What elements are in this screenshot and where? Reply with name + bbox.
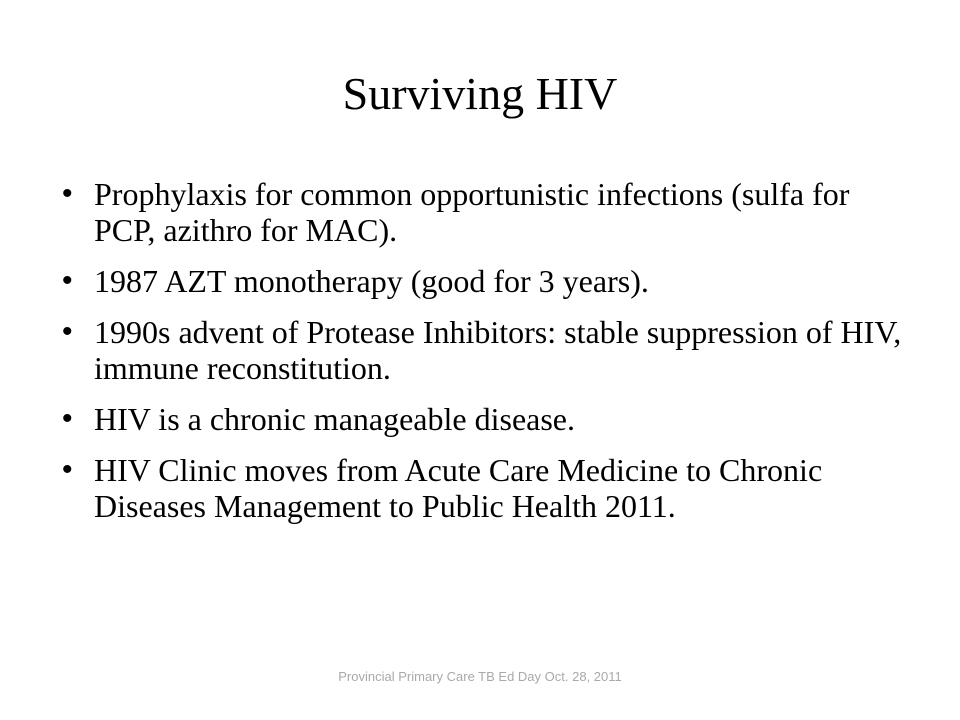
- bullet-text: 1990s advent of Protease Inhibitors: stable suppression of HIV, immune reconstitution.: [94, 314, 902, 386]
- bullet-item-chronic-disease: [62, 401, 902, 437]
- bullet-text: HIV Clinic moves from Acute Care Medicine to Chronic Diseases Management to Public Health 2011.: [94, 452, 823, 524]
- bullet-text: 1987 AZT monotherapy (good for 3 years).: [94, 263, 649, 299]
- bullet-item-azt: [62, 263, 902, 299]
- bullet-icon: •: [62, 264, 73, 297]
- bullet-icon: •: [62, 177, 73, 210]
- slide-title: Surviving HIV: [342, 68, 618, 119]
- bullet-text: HIV is a chronic manageable disease.: [94, 401, 575, 437]
- bullet-text: Prophylaxis for common opportunistic infections (sulfa for PCP, azithro for MAC).: [94, 176, 850, 248]
- bullet-item-protease-inhibitors: [62, 314, 902, 386]
- slide-footer: Provincial Primary Care TB Ed Day Oct. 28, 2011: [338, 669, 622, 684]
- bullet-icon: •: [62, 453, 73, 486]
- bullet-icon: •: [62, 402, 73, 435]
- bullet-item-clinic-moves: [62, 452, 902, 524]
- bullet-item-prophylaxis: [62, 176, 902, 248]
- bullet-list: [62, 176, 902, 539]
- bullet-icon: •: [62, 315, 73, 348]
